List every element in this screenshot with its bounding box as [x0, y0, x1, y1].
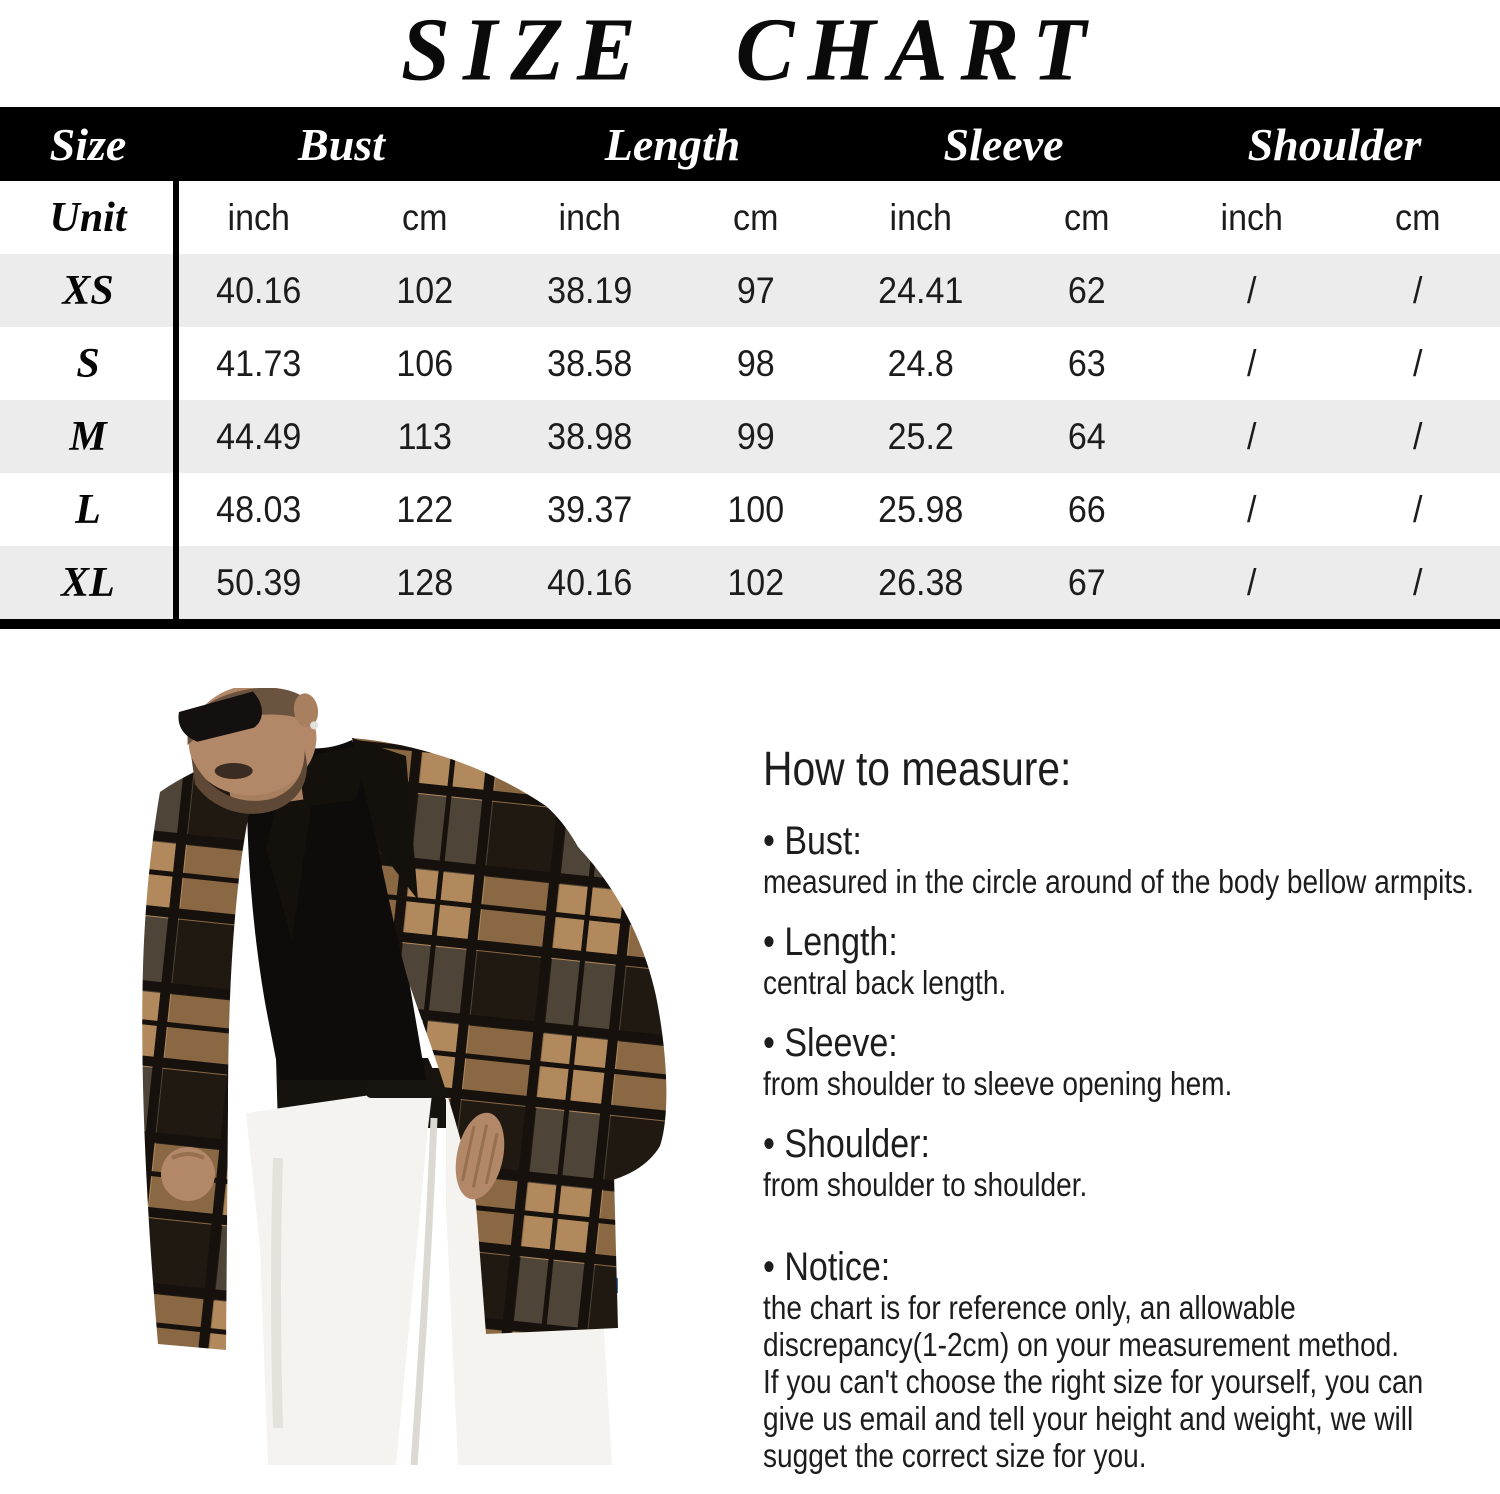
measure-label: • Shoulder: — [763, 1122, 930, 1166]
value-cell: 64 — [1067, 415, 1106, 457]
right-hand-fist — [161, 1147, 215, 1201]
value-cell: 106 — [395, 342, 453, 384]
notice-line: give us email and tell your height and weight, we will — [763, 1400, 1414, 1437]
value-cell: 48.03 — [216, 488, 302, 530]
value-cell: / — [1247, 342, 1257, 384]
unit-cell: inch — [889, 196, 952, 238]
column-header-size: Size — [49, 118, 127, 170]
value-cell: 67 — [1067, 561, 1106, 603]
value-cell: 40.16 — [216, 269, 302, 311]
value-cell: 38.98 — [547, 415, 633, 457]
notice-line: If you can't choose the right size for yourself, you can — [763, 1363, 1424, 1400]
value-cell: 100 — [726, 488, 784, 530]
notice-line: the chart is for reference only, an allowable — [763, 1289, 1296, 1326]
value-cell: 63 — [1067, 342, 1106, 384]
measure-guide — [763, 742, 1494, 1494]
measure-line: measured in the circle around of the body bellow armpits. — [763, 863, 1474, 900]
value-cell: 24.8 — [887, 342, 954, 384]
value-cell: 25.98 — [878, 488, 964, 530]
size-cell: XS — [62, 267, 114, 314]
unit-cell: inch — [558, 196, 621, 238]
measure-section-sleeve — [763, 1021, 1494, 1102]
page-title: SIZE CHART — [401, 0, 1099, 100]
value-cell: 50.39 — [216, 561, 302, 603]
measure-label: • Notice: — [763, 1245, 891, 1289]
unit-cell: cm — [401, 196, 447, 238]
measure-section-notice — [763, 1245, 1494, 1474]
model-in-plaid-coat — [128, 688, 710, 1465]
value-cell: 41.73 — [216, 342, 302, 384]
value-cell: / — [1412, 561, 1422, 603]
value-cell: 38.58 — [547, 342, 633, 384]
unit-row — [0, 181, 1500, 254]
value-cell: 66 — [1067, 488, 1106, 530]
value-cell: / — [1247, 269, 1257, 311]
table-bottom-rule — [0, 619, 1500, 629]
value-cell: 38.19 — [547, 269, 633, 311]
table-header-row — [0, 107, 1500, 181]
unit-cell: inch — [227, 196, 290, 238]
notice-line: sugget the correct size for you. — [763, 1437, 1147, 1474]
value-cell: 102 — [726, 561, 784, 603]
table-vertical-divider — [173, 181, 179, 619]
value-cell: 25.2 — [887, 415, 954, 457]
value-cell: 24.41 — [878, 269, 964, 311]
value-cell: / — [1247, 415, 1257, 457]
value-cell: / — [1412, 269, 1422, 311]
size-cell: XL — [61, 559, 115, 606]
table-row-xs — [0, 254, 1500, 327]
column-header-shoulder: Shoulder — [1247, 118, 1422, 170]
value-cell: 98 — [736, 342, 775, 384]
value-cell: 39.37 — [547, 488, 633, 530]
value-cell: 97 — [736, 269, 775, 311]
product-photo — [128, 688, 710, 1465]
unit-cell: cm — [732, 196, 778, 238]
unit-cell: cm — [1394, 196, 1440, 238]
size-cell: M — [69, 413, 107, 460]
table-row-xl — [0, 546, 1500, 619]
column-header-sleeve: Sleeve — [943, 118, 1064, 170]
value-cell: / — [1412, 415, 1422, 457]
value-cell: 40.16 — [547, 561, 633, 603]
unit-cell: inch — [1220, 196, 1283, 238]
column-header-length: Length — [604, 118, 741, 170]
value-cell: 26.38 — [878, 561, 964, 603]
measure-section-length — [763, 920, 1494, 1001]
table-row-m — [0, 400, 1500, 473]
value-cell: 102 — [395, 269, 453, 311]
measure-section-bust — [763, 819, 1494, 900]
table-row-l — [0, 473, 1500, 546]
measure-section-shoulder — [763, 1122, 1494, 1203]
size-table — [0, 107, 1500, 629]
value-cell: / — [1247, 561, 1257, 603]
mustache — [215, 763, 253, 779]
value-cell: 44.49 — [216, 415, 302, 457]
value-cell: / — [1247, 488, 1257, 530]
value-cell: 99 — [736, 415, 775, 457]
value-cell: 122 — [395, 488, 453, 530]
notice-line: discrepancy(1-2cm) on your measurement method. — [763, 1326, 1400, 1363]
measure-label: • Length: — [763, 920, 898, 964]
column-header-bust: Bust — [298, 118, 385, 170]
value-cell: 128 — [395, 561, 453, 603]
measure-label: • Bust: — [763, 819, 862, 863]
unit-cell: cm — [1063, 196, 1109, 238]
table-row-s — [0, 327, 1500, 400]
measure-line: from shoulder to shoulder. — [763, 1166, 1088, 1203]
measure-heading: How to measure: — [763, 743, 1072, 796]
value-cell: 62 — [1067, 269, 1106, 311]
pants-shadow — [276, 1158, 278, 1428]
unit-row-label: Unit — [49, 194, 127, 241]
value-cell: / — [1412, 342, 1422, 384]
value-cell: 113 — [397, 415, 452, 457]
measure-line: from shoulder to sleeve opening hem. — [763, 1065, 1233, 1102]
measure-label: • Sleeve: — [763, 1021, 898, 1065]
measure-line: central back length. — [763, 964, 1007, 1001]
size-cell: L — [75, 486, 101, 533]
value-cell: / — [1412, 488, 1422, 530]
size-cell: S — [76, 340, 100, 387]
